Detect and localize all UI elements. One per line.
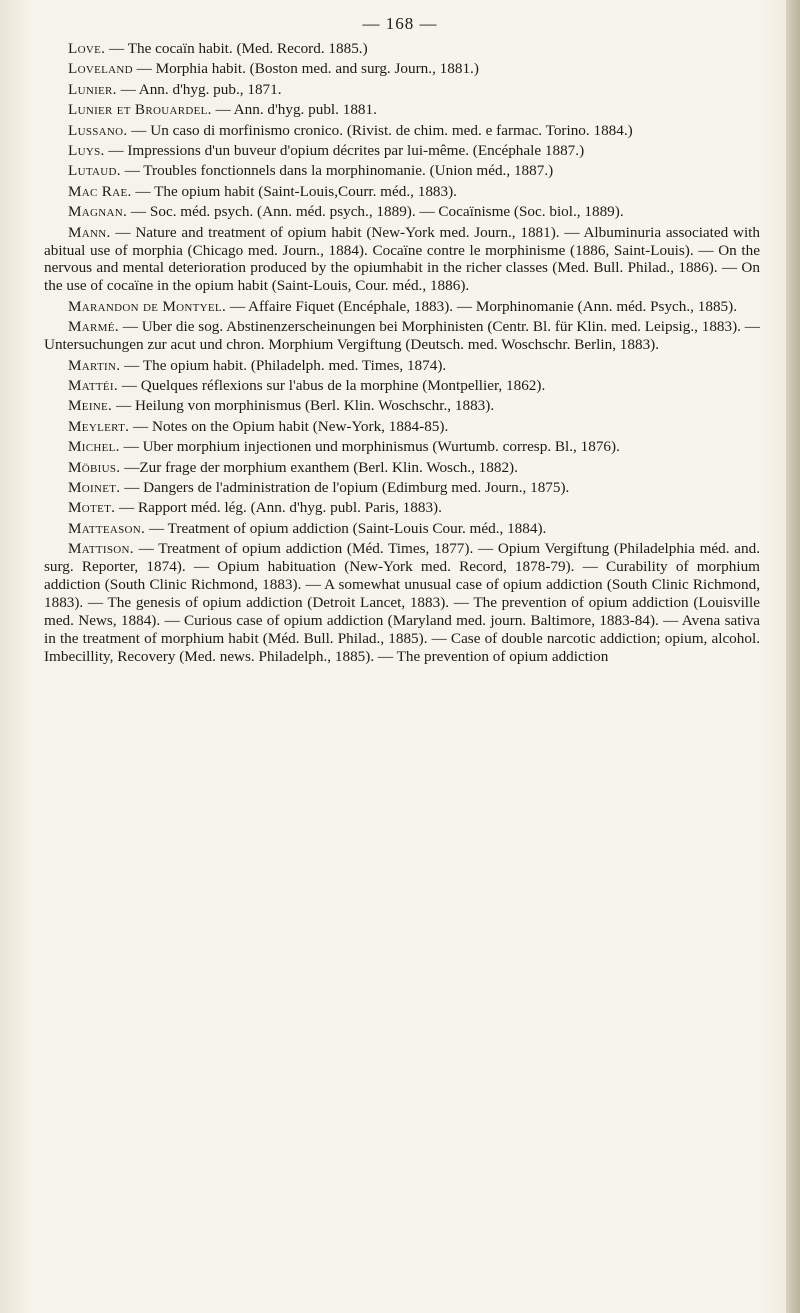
entry-text: — The cocaïn habit. (Med. Record. 1885.)	[105, 40, 368, 57]
entry-author: Marandon de Montyel.	[68, 297, 227, 315]
entry-text: — Uber morphium injectionen und morphinismus (Wurtumb. corresp. Bl., 1876).	[119, 438, 620, 456]
entry-text: — Rapport méd. lég. (Ann. d'hyg. publ. Paris, 1883).	[115, 499, 442, 517]
entry-text: — Ann. d'hyg. publ. 1881.	[211, 101, 377, 119]
bibliography-entry	[44, 60, 760, 78]
entry-text: — The opium habit (Saint-Louis,Courr. méd., 1883).	[131, 182, 457, 200]
bibliography-entry	[44, 122, 760, 140]
entry-author: Luys.	[68, 142, 105, 160]
entry-author: Motet.	[68, 499, 116, 517]
entry-text: — Ann. d'hyg. pub., 1871.	[116, 80, 282, 98]
entry-author: Marmé.	[68, 318, 119, 336]
entry-text: — Morphia habit. (Boston med. and surg. Journ., 1881.)	[132, 60, 479, 78]
page-number: — 168 —	[362, 14, 438, 33]
entry-author: Meylert.	[68, 417, 130, 435]
entry-text: — Un caso di morfinismo cronico. (Rivist. de chim. med. e farmac. Torino. 1884.)	[127, 121, 633, 139]
entry-author: Matteason.	[68, 519, 146, 537]
bibliography-entry	[44, 438, 760, 456]
entry-author: Love.	[68, 40, 106, 57]
entry-author: Magnan.	[68, 203, 128, 221]
bibliography-entry	[44, 418, 760, 436]
entry-author: Möbius.	[68, 458, 121, 476]
entry-text: — Treatment of opium addiction (Méd. Times, 1877). — Opium Vergiftung (Philadelphia méd. and. surg. Reporter, 1874). — Opium habituation (New-York med. Record, 1878-79). — Curability of morphium addiction (South Clinic Richmond, 1883). — A somewhat unusual case of opium addiction (South Clinic Richmond, 1883). — The genesis of opium addiction (Detroit Lancet, 1883). — The prevention of opium addiction (Louisville med. News, 1884). — Curious case of opium addiction (Maryland med. journ. Baltimore, 1883-84). — Avena sativa in the treatment of morphium habit (Méd. Bull. Philad., 1885). — Case of double narcotic addiction; opium, alcohol. Imbecillity, Recovery (Med. news. Philadelph., 1885). — The prevention of opium addiction	[44, 540, 760, 665]
entry-author: Martin.	[68, 356, 121, 374]
bibliography-entry	[44, 224, 760, 296]
bibliography-entry	[44, 459, 760, 477]
entry-author: Michel.	[68, 438, 120, 456]
entry-text: — Heilung von morphinismus (Berl. Klin. Woschschr., 1883).	[112, 397, 495, 415]
bibliography-entry	[44, 377, 760, 395]
bibliography-entry	[44, 318, 760, 354]
entry-author: Lunier et Brouardel.	[68, 101, 212, 119]
bibliography-entry	[44, 298, 760, 316]
entry-author: Mac Rae.	[68, 182, 132, 200]
entry-author: Mann.	[68, 223, 111, 241]
entry-text: — Troubles fonctionnels dans la morphinomanie. (Union méd., 1887.)	[120, 162, 554, 180]
bibliography-entry	[44, 40, 760, 58]
bibliography-entry	[44, 540, 760, 665]
entry-text: — Quelques réflexions sur l'abus de la morphine (Montpellier, 1862).	[117, 376, 546, 394]
bibliography-entry	[44, 162, 760, 180]
entry-text: — Soc. méd. psych. (Ann. méd. psych., 1889). — Cocaïnisme (Soc. biol., 1889).	[127, 203, 624, 221]
entry-author: Mattison.	[68, 540, 134, 558]
entry-author: Mattéi.	[68, 376, 118, 394]
entry-author: Meine.	[68, 397, 113, 415]
entry-author: Lunier.	[68, 80, 117, 98]
bibliography-entry	[44, 397, 760, 415]
bibliography-entry	[44, 81, 760, 99]
entry-text: — Affaire Fiquet (Encéphale, 1883). — Morphinomanie (Ann. méd. Psych., 1885).	[226, 297, 737, 315]
entry-author: Moinet.	[68, 478, 121, 496]
bibliography-entry	[44, 520, 760, 538]
entry-text: — Uber die sog. Abstinenzerscheinungen bei Morphinisten (Centr. Bl. für Klin. med. Leipsig., 1883). — Untersuchungen zur acut und chron. Morphium Vergiftung (Deutsch. med. Woschschr. Berlin, 1883).	[44, 318, 760, 354]
bibliography-entry	[44, 101, 760, 119]
bibliography-entry	[44, 357, 760, 375]
entry-text: — Impressions d'un buveur d'opium décrites par lui-même. (Encéphale 1887.)	[104, 142, 585, 160]
bibliography-entry	[44, 499, 760, 517]
entry-author: Lutaud.	[68, 162, 121, 180]
entry-author: Loveland	[68, 60, 133, 78]
entry-text: —Zur frage der morphium exanthem (Berl. Klin. Wosch., 1882).	[120, 458, 518, 476]
entry-author: Lussano.	[68, 121, 128, 139]
entry-text: — Treatment of opium addiction (Saint-Louis Cour. méd., 1884).	[145, 519, 547, 537]
entry-text: — Nature and treatment of opium habit (New-York med. Journ., 1881). — Albuminuria associated with abitual use of morphia (Chicago med. Journ., 1884). Cocaïne contre le morphinisme (1886, Saint-Louis). — On the nervous and mental deterioration produced by the opiumhabit in the richer classes (Med. Bull. Philad., 1886). — On the use of cocaïne in the opium habit (Saint-Louis, Cour. méd., 1886).	[44, 223, 760, 295]
bibliography-list	[44, 40, 760, 668]
bibliography-entry	[44, 142, 760, 160]
entry-text: — Dangers de l'administration de l'opium (Edimburg med. Journ., 1875).	[120, 478, 570, 496]
page-edge	[786, 0, 800, 1313]
bibliography-entry	[44, 479, 760, 497]
entry-text: — The opium habit. (Philadelph. med. Times, 1874).	[120, 356, 447, 374]
bibliography-entry	[44, 183, 760, 201]
bibliography-entry	[44, 203, 760, 221]
entry-text: — Notes on the Opium habit (New-York, 1884-85).	[129, 417, 449, 435]
